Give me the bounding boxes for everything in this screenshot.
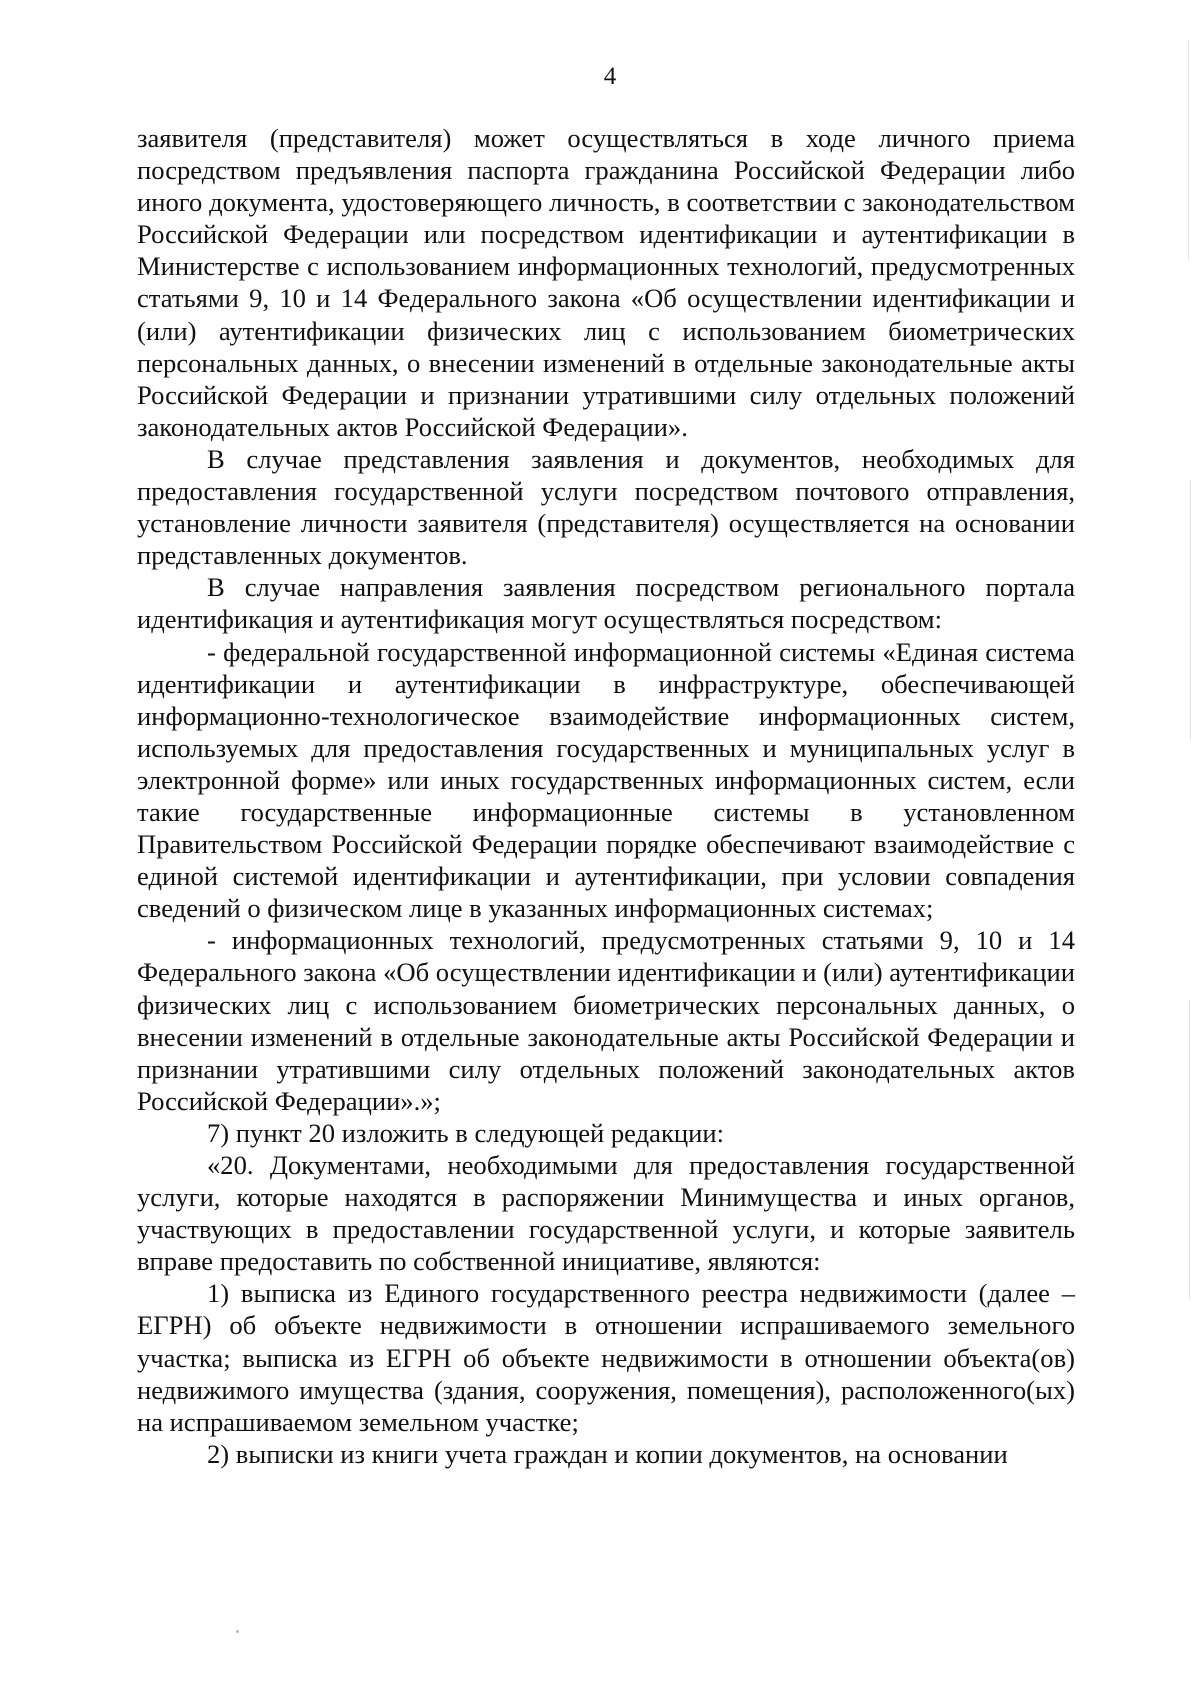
list-item-citizens-register: 2) выписки из книги учета граждан и копии документов, на основании	[207, 1438, 1008, 1469]
scan-edge-noise	[1188, 40, 1189, 260]
list-item-esia: - федеральной государственной информационной системы «Единая система идентификации и аутентификации в инфраструктуре, обеспечивающей информационно-технологическое взаимодействие информационных систем, используемых для предоставления государственных и муниципальных услуг в электронной форме» или иных государственных информационных систем, если такие государственные информационные системы в установленном Правительством Российской Федерации порядке обеспечивают взаимодействие с единой системой идентификации и аутентификации, при условии совпадения сведений о физическом лице в указанных информационных системах;	[137, 636, 1075, 924]
page-number: 4	[603, 63, 617, 90]
scan-speck	[236, 1630, 239, 1633]
paragraph-regional-portal: В случае направления заявления посредством регионального портала идентификация и аутентификация могут осуществляться посредством:	[137, 572, 1075, 635]
paragraph-clause-20: «20. Документами, необходимыми для предоставления государственной услуги, которые находятся в распоряжении Минимущества и иных органов, участвующих в предоставлении государственной услуги, и которые заявитель вправе предоставить по собственной инициативе, являются:	[137, 1150, 1075, 1277]
list-item-biometric-technologies: - информационных технологий, предусмотренных статьями 9, 10 и 14 Федерального закона «Об осуществлении идентификации и (или) аутентификации физических лиц с использованием биометрических персональных данных, о внесении изменений в отдельные законодательные акты Российской Федерации и признании утратившими силу отдельных положений законодательных актов Российской Федерации».»;	[137, 925, 1075, 1116]
scan-edge-noise	[1190, 480, 1191, 740]
paragraph-postal-submission: В случае представления заявления и документов, необходимых для предоставления государственной услуги посредством почтового отправления, установление личности заявителя (представителя) осуществляется на основании представленных документов.	[137, 443, 1075, 571]
scan-edge-noise	[1189, 1000, 1190, 1300]
paragraph-clause-7: 7) пункт 20 изложить в следующей редакции:	[207, 1117, 724, 1148]
paragraph-identification-personal-reception: заявителя (представителя) может осуществляться в ходе личного приема посредством предъявления паспорта гражданина Российской Федерации либо иного документа, удостоверяющего личность, в соответствии с законодательством Российской Федерации или посредством идентификации и аутентификации в Министерстве с использованием информационных технологий, предусмотренных статьями 9, 10 и 14 Федерального закона «Об осуществлении идентификации и (или) аутентификации физических лиц с использованием биометрических персональных данных, о внесении изменений в отдельные законодательные акты Российской Федерации и признании утратившими силу отдельных положений законодательных актов Российской Федерации».	[137, 123, 1075, 442]
list-item-egrn-extract: 1) выписка из Единого государственного реестра недвижимости (далее – ЕГРН) об объекте недвижимости в отношении испрашиваемого земельного участка; выписка из ЕГРН об объекте недвижимости в отношении объекта(ов) недвижимого имущества (здания, сооружения, помещения), расположенного(ых) на испрашиваемом земельном участке;	[137, 1278, 1075, 1437]
document-body	[137, 122, 1075, 1470]
